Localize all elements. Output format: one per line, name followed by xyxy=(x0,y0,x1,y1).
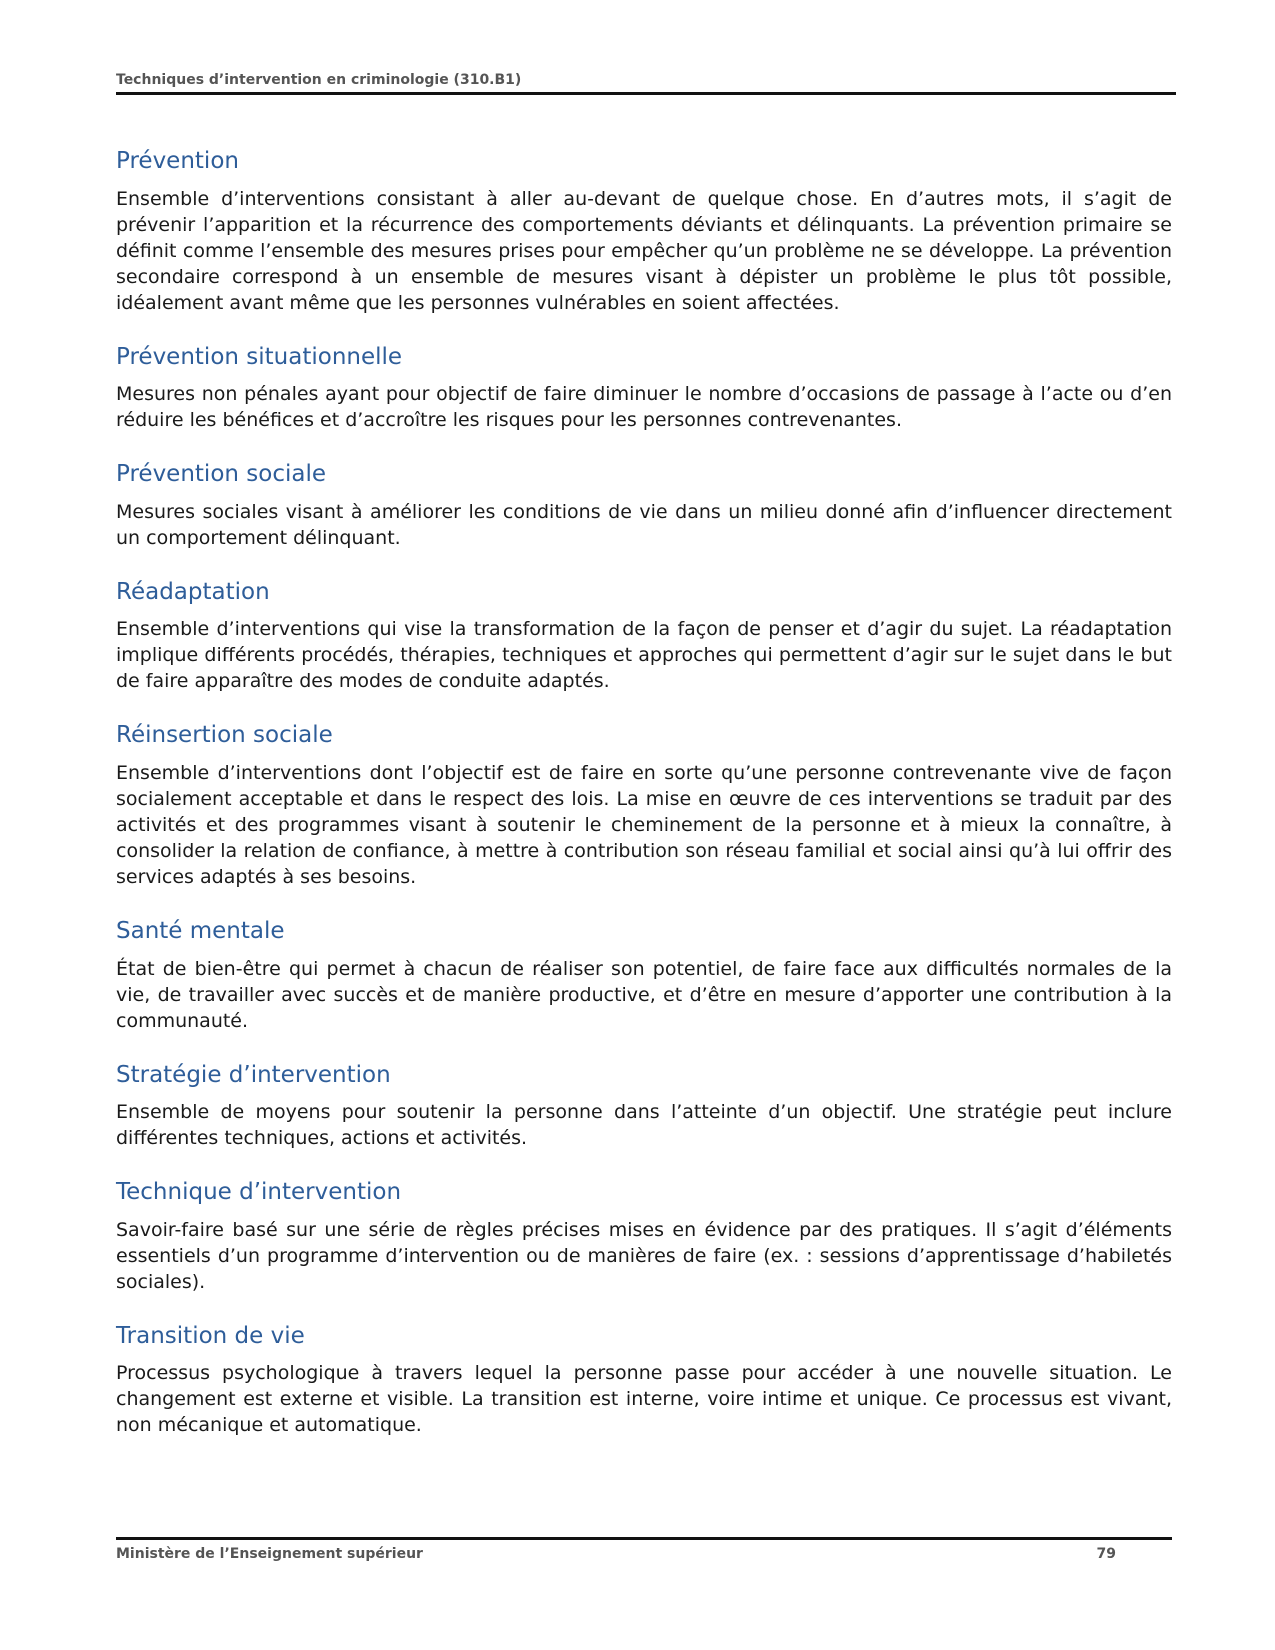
entry-definition: État de bien-être qui permet à chacun de réaliser son potentiel, de faire face aux difficultés normales de la vie, de travailler avec succès et de manière productive, et d’être en mesure d’apporter une contribution à la communauté. xyxy=(116,957,1172,1032)
entry-definition: Ensemble d’interventions qui vise la transformation de la façon de penser et d’agir du sujet. La réadaptation implique différents procédés, thérapies, techniques et approches qui permettent d’agir sur le sujet dans le but de faire apparaître des modes de conduite adaptés. xyxy=(116,618,1172,693)
page-footer xyxy=(116,1537,1172,1562)
entry-definition: Mesures non pénales ayant pour objectif de faire diminuer le nombre d’occasions de passage à l’acte ou d’en réduire les bénéfices et d’accroître les risques pour les personnes contrevenantes. xyxy=(116,383,1172,432)
page-number: 79 xyxy=(1096,1546,1116,1562)
header-title: Techniques d’intervention en criminologie (310.B1) xyxy=(116,72,522,88)
entry-term: Prévention sociale xyxy=(116,461,326,488)
glossary-entry xyxy=(116,1062,1172,1152)
glossary-entry xyxy=(116,461,1172,551)
entry-term: Prévention situationnelle xyxy=(116,343,403,370)
glossary-entry xyxy=(116,344,1172,434)
entry-definition: Ensemble d’interventions dont l’objectif est de faire en sorte qu’une personne contrevenante vive de façon socialement acceptable et dans le respect des lois. La mise en œuvre de ces interventions se traduit par des activités et des programmes visant à soutenir le cheminement de la personne et à mieux la connaître, à consolider la relation de confiance, à mettre à contribution son réseau familial et social ainsi qu’à lui offrir des services adaptés à ses besoins. xyxy=(116,761,1172,888)
entry-term: Transition de vie xyxy=(116,1322,305,1349)
entry-definition: Ensemble d’interventions consistant à aller au-devant de quelque chose. En d’autres mots, il s’agit de prévenir l’apparition et la récurrence des comportements déviants et délinquants. La prévention primaire se définit comme l’ensemble des mesures prises pour empêcher qu’un problème ne se développe. La prévention secondaire correspond à un ensemble de mesures visant à dépister un problème le plus tôt possible, idéalement avant même que les personnes vulnérables en soient affectées. xyxy=(116,187,1172,314)
entry-definition: Savoir-faire basé sur une série de règles précises mises en évidence par des pratiques. Il s’agit d’éléments essentiels d’un programme d’intervention ou de manières de faire (ex. : sessions d’apprentissage d’habiletés sociales). xyxy=(116,1218,1172,1293)
glossary-entry xyxy=(116,722,1172,890)
entry-term: Technique d’intervention xyxy=(116,1179,402,1206)
glossary-entry xyxy=(116,148,1172,316)
entry-term: Santé mentale xyxy=(116,917,285,944)
entry-term: Stratégie d’intervention xyxy=(116,1061,391,1088)
footer-publisher: Ministère de l’Enseignement supérieur xyxy=(116,1546,423,1562)
entry-term: Réinsertion sociale xyxy=(116,722,333,749)
page-header xyxy=(116,72,1176,95)
entry-definition: Ensemble de moyens pour soutenir la personne dans l’atteinte d’un objectif. Une stratégie peut inclure différentes techniques, actions et activités. xyxy=(116,1101,1172,1150)
glossary-entry xyxy=(116,579,1172,695)
entry-term: Réadaptation xyxy=(116,578,270,605)
glossary-entry xyxy=(116,918,1172,1034)
glossary-entry xyxy=(116,1179,1172,1295)
entry-definition: Processus psychologique à travers lequel la personne passe pour accéder à une nouvelle situation. Le changement est externe et visible. La transition est interne, voire intime et unique. Ce processus est vivant, non mécanique et automatique. xyxy=(116,1362,1172,1437)
glossary-entry xyxy=(116,1323,1172,1439)
glossary-content xyxy=(116,148,1172,1466)
entry-definition: Mesures sociales visant à améliorer les conditions de vie dans un milieu donné afin d’influencer directement un comportement délinquant. xyxy=(116,500,1172,549)
entry-term: Prévention xyxy=(116,148,239,174)
